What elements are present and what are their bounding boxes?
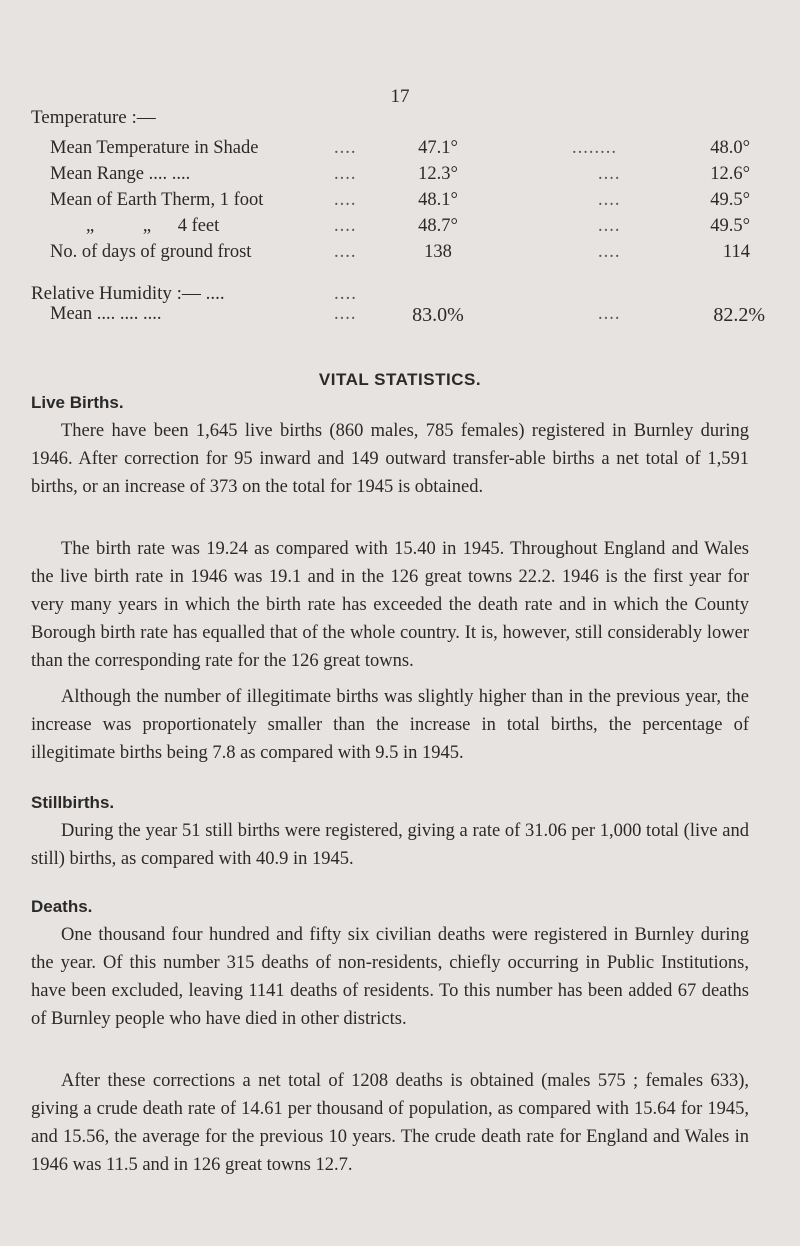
paragraph: After these corrections a net total of 1208 deaths is obtained (males 575 ; females 633), giving a crude death rate of 14.61 per thousand of population, as compared with 15.64 for 1945, and 15.56, the average for the previous 10 years. The crude death rate for England and Wales in 1946 was 11.5 and in 126 great towns 12.7. bbox=[31, 1071, 749, 1175]
table-row bbox=[0, 190, 800, 216]
value-1945: 12.3° bbox=[418, 164, 458, 184]
leader-dots: .... bbox=[598, 304, 621, 324]
leader-dots: .... bbox=[598, 190, 621, 210]
leader-dots: .... bbox=[334, 190, 357, 210]
row-label: No. of days of ground frost bbox=[50, 242, 252, 262]
value-1946: 49.5° bbox=[710, 216, 750, 236]
row-label bbox=[86, 216, 219, 237]
leader-dots: .... bbox=[334, 283, 357, 304]
page-number: 17 bbox=[390, 86, 410, 107]
value-1946: 82.2% bbox=[713, 304, 765, 326]
value-1946: 49.5° bbox=[710, 190, 750, 210]
paragraph: Although the number of illegitimate births was slightly higher than in the previous year, the increase was proportionately smaller than the increase in total births, the percentage of illegitimate births being 7.8 as compared with 9.5 in 1945. bbox=[31, 687, 749, 763]
paragraph: During the year 51 still births were registered, giving a rate of 31.06 per 1,000 total (live and still) births, as compared with 40.9 in 1945. bbox=[31, 821, 749, 869]
temperature-heading: Temperature :— bbox=[31, 107, 156, 128]
value-1945: 47.1° bbox=[418, 138, 458, 158]
table-row bbox=[0, 304, 800, 330]
leader-dots: .... bbox=[598, 164, 621, 184]
leader-dots: .... bbox=[334, 242, 357, 262]
live-births-heading: Live Births. bbox=[31, 393, 124, 412]
ditto-marks: „ „ bbox=[86, 216, 174, 236]
table-row bbox=[0, 216, 800, 242]
leader-dots: .... bbox=[334, 164, 357, 184]
value-1945: 48.7° bbox=[418, 216, 458, 236]
stillbirths-heading: Stillbirths. bbox=[31, 793, 115, 812]
deaths-heading: Deaths. bbox=[31, 897, 93, 916]
vital-statistics-heading: VITAL STATISTICS. bbox=[318, 370, 482, 389]
row-label: Mean .... .... .... bbox=[50, 304, 162, 324]
leader-dots: ........ bbox=[572, 138, 617, 158]
row-label: Mean Range .... .... bbox=[50, 164, 191, 184]
leader-dots: .... bbox=[334, 138, 357, 158]
table-row bbox=[0, 242, 800, 268]
value-1945: 83.0% bbox=[412, 304, 464, 326]
table-row bbox=[0, 138, 800, 164]
value-1946: 12.6° bbox=[710, 164, 750, 184]
paragraph: One thousand four hundred and fifty six civilian deaths were registered in Burnley during the year. Of this number 315 deaths of non-residents, chiefly occurring in Public Institutions, have been excluded, leaving 1141 deaths of residents. To this number has been added 67 deaths of Burnley people who have died in other districts. bbox=[31, 925, 749, 1029]
leader-dots: .... bbox=[334, 304, 357, 324]
value-1945: 48.1° bbox=[418, 190, 458, 210]
value-1946: 48.0° bbox=[710, 138, 750, 158]
paragraph: The birth rate was 19.24 as compared with 15.40 in 1945. Throughout England and Wales the live birth rate in 1946 was 19.1 and in the 126 great towns 22.2. 1946 is the first year for very many years in which the birth rate has exceeded the death rate and in which the County Borough birth rate has equalled that of the whole country. It is, however, still considerably lower than the corresponding rate for the 126 great towns. bbox=[31, 539, 749, 671]
leader-dots: .... bbox=[598, 242, 621, 262]
paragraph: There have been 1,645 live births (860 males, 785 females) registered in Burnley during 1946. After correction for 95 inward and 149 outward transfer-able births a net total of 1,591 births, or an increase of 373 on the total for 1945 is obtained. bbox=[31, 421, 749, 497]
leader-dots: .... bbox=[334, 216, 357, 236]
value-1946: 114 bbox=[722, 242, 750, 262]
row-label-text: 4 feet bbox=[177, 216, 220, 236]
leader-dots: .... bbox=[598, 216, 621, 236]
row-label: Mean Temperature in Shade bbox=[50, 138, 259, 158]
humidity-heading: Relative Humidity :— .... bbox=[31, 283, 225, 304]
value-1945: 138 bbox=[424, 242, 452, 262]
table-row bbox=[0, 164, 800, 190]
row-label: Mean of Earth Therm, 1 foot bbox=[50, 190, 264, 210]
